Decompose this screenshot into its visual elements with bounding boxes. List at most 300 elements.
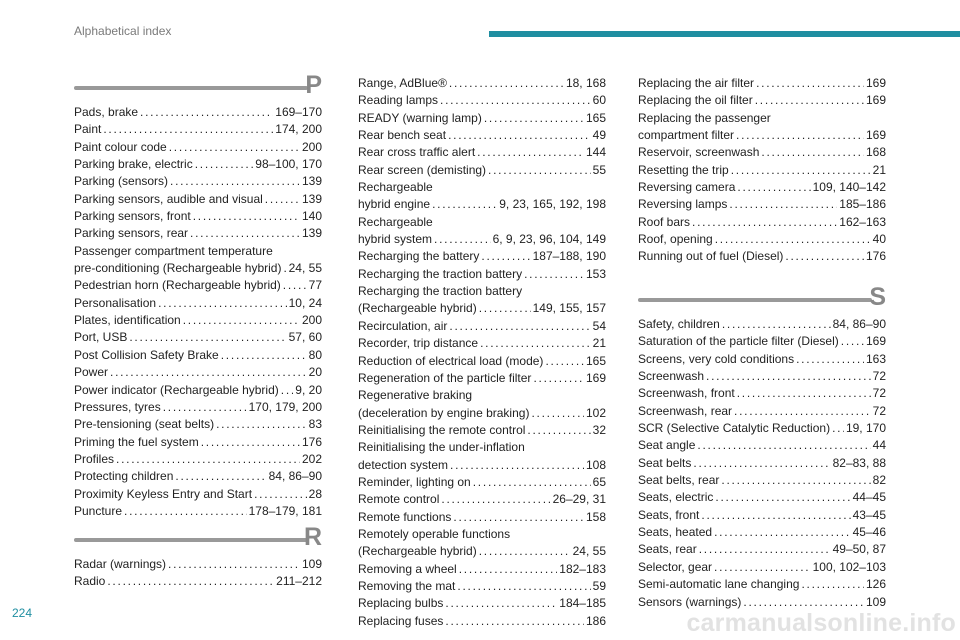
entry-term: Reinitialising the under-inflation: [358, 440, 525, 455]
entry-pages: 176: [865, 249, 886, 264]
index-entry: [74, 468, 322, 485]
entry-pages: 162–163: [839, 214, 886, 229]
dot-leader: [527, 422, 590, 439]
index-entry: [358, 75, 606, 92]
index-entry: [638, 385, 886, 402]
entry-term: Post Collision Safety Brake: [74, 347, 219, 362]
dot-leader: [254, 486, 307, 503]
entry-list: [74, 556, 322, 591]
dot-leader: [693, 455, 830, 472]
index-entry: [638, 248, 886, 265]
index-entry: [74, 312, 322, 329]
index-entry: [638, 472, 886, 489]
index-entry: [74, 208, 322, 225]
entry-term: Paint: [74, 122, 102, 137]
entry-term: Pads, brake: [74, 105, 139, 119]
dot-leader: [729, 196, 837, 213]
entry-pages: 45–46: [852, 525, 886, 540]
entry-term: Rear cross traffic alert: [358, 145, 476, 160]
entry-term: Reservoir, screenwash: [638, 145, 760, 160]
entry-pages: 24, 55: [572, 544, 606, 559]
entry-pages: 49–50, 87: [832, 542, 886, 557]
dot-leader: [107, 573, 274, 590]
entry-pages: 26–29, 31: [552, 492, 606, 507]
index-entry: [358, 353, 606, 370]
dot-leader: [722, 316, 831, 333]
entry-pages: 165: [585, 353, 606, 368]
index-entry: [638, 368, 886, 385]
entry-pages: 174, 200: [275, 122, 322, 137]
entry-pages: 169–170: [275, 105, 322, 119]
dot-leader: [714, 559, 811, 576]
dot-leader: [841, 333, 864, 350]
entry-pages: 40: [872, 232, 886, 247]
entry-pages: 49: [592, 128, 606, 143]
index-entry: [358, 543, 606, 560]
entry-pages: 21: [592, 336, 606, 351]
entry-pages: 176: [301, 434, 322, 449]
index-entry: [74, 399, 322, 416]
entry-pages: 153: [585, 266, 606, 281]
dot-leader: [195, 156, 254, 173]
index-entry: [638, 437, 886, 454]
dot-leader: [832, 420, 844, 437]
entry-term: Recharging the traction battery: [358, 284, 523, 299]
entry-term: Parking (sensors): [74, 174, 169, 189]
index-entry: [358, 248, 606, 265]
entry-term: Reversing camera: [638, 180, 736, 195]
entry-term: Regeneration of the particle filter: [358, 370, 532, 385]
index-entry: [638, 455, 886, 472]
index-entry: [74, 139, 322, 156]
index-entry: [638, 196, 886, 213]
entry-term: (Rechargeable hybrid): [358, 544, 477, 559]
dot-leader: [801, 576, 864, 593]
entry-pages: 182–183: [559, 561, 606, 576]
index-entry: [74, 573, 322, 590]
entry-pages: 84, 86–90: [832, 317, 886, 331]
entry-term: Seats, heated: [638, 525, 713, 540]
entry-pages: 108: [585, 457, 606, 472]
entry-term: Port, USB: [74, 330, 128, 345]
entry-pages: 32: [592, 422, 606, 437]
index-entry: [358, 300, 606, 317]
dot-leader: [158, 295, 287, 312]
dot-leader: [479, 300, 531, 317]
entry-term: Proximity Keyless Entry and Start: [74, 486, 253, 501]
entry-term: Replacing fuses: [358, 613, 444, 628]
entry-term: Replacing the passenger: [638, 110, 771, 125]
dot-leader: [715, 231, 871, 248]
dot-leader: [457, 578, 590, 595]
entry-term: Pre-tensioning (seat belts): [74, 417, 215, 432]
index-entry: [74, 277, 322, 294]
dot-leader: [201, 434, 300, 451]
index-entry: [74, 173, 322, 190]
entry-pages: 169: [585, 370, 606, 385]
index-entry: [358, 162, 606, 179]
index-entry: [358, 179, 606, 196]
entry-pages: 28: [308, 486, 322, 501]
dot-leader: [448, 127, 591, 144]
dot-leader: [545, 353, 584, 370]
entry-pages: 185–186: [839, 197, 886, 212]
index-entry: [358, 474, 606, 491]
entry-pages: 43–45: [852, 507, 886, 522]
index-entry: [638, 179, 886, 196]
index-entry: [74, 382, 322, 399]
index-entry: [358, 613, 606, 630]
index-entry: [638, 541, 886, 558]
entry-term: Seats, electric: [638, 490, 714, 505]
index-entry: [74, 121, 322, 138]
entry-pages: 72: [872, 369, 886, 384]
entry-term: Reinitialising the remote control: [358, 422, 526, 437]
entry-term: (Rechargeable hybrid): [358, 301, 477, 316]
entry-term: Seats, rear: [638, 542, 697, 557]
entry-term: Seats, front: [638, 507, 700, 522]
entry-pages: 9, 20: [295, 382, 322, 397]
index-entry: [638, 144, 886, 161]
entry-term: Screens, very cold conditions: [638, 351, 795, 366]
entry-pages: 83: [308, 417, 322, 432]
dot-leader: [265, 191, 300, 208]
index-entry: [74, 156, 322, 173]
entry-pages: 20: [308, 365, 322, 380]
dot-leader: [699, 541, 831, 558]
header-accent-bar: [489, 31, 960, 37]
entry-term: Recharging the battery: [358, 249, 480, 264]
entry-pages: 21: [872, 162, 886, 177]
dot-leader: [484, 110, 584, 127]
dot-leader: [706, 368, 871, 385]
dot-leader: [281, 382, 294, 399]
index-entry: [638, 420, 886, 437]
dot-leader: [737, 179, 810, 196]
entry-term: Sensors (warnings): [638, 594, 742, 609]
entry-term: pre-conditioning (Rechargeable hybrid): [74, 261, 282, 276]
dot-leader: [721, 472, 870, 489]
index-entry: [638, 162, 886, 179]
index-entry: [358, 578, 606, 595]
dot-leader: [283, 277, 307, 294]
dot-leader: [440, 92, 591, 109]
entry-pages: 109: [301, 557, 322, 571]
index-entry: [74, 486, 322, 503]
entry-term: Replacing bulbs: [358, 596, 444, 611]
dot-leader: [756, 75, 864, 92]
index-entry: [358, 196, 606, 213]
index-entry: [638, 75, 886, 92]
index-entry: [74, 347, 322, 364]
entry-pages: 139: [301, 174, 322, 189]
entry-term: Profiles: [74, 451, 115, 466]
entry-pages: 44: [872, 438, 886, 453]
index-entry: [74, 556, 322, 573]
entry-pages: 6, 9, 23, 96, 104, 149: [492, 232, 606, 247]
entry-list: [638, 75, 886, 266]
entry-list: [74, 104, 322, 520]
entry-term: Rechargeable: [358, 180, 433, 195]
entry-pages: 44–45: [852, 490, 886, 505]
dot-leader: [216, 416, 307, 433]
entry-term: Replacing the air filter: [638, 76, 755, 90]
entry-pages: 170, 179, 200: [248, 399, 322, 414]
entry-pages: 10, 24: [288, 295, 322, 310]
index-entry: [358, 405, 606, 422]
dot-leader: [441, 491, 550, 508]
dot-leader: [124, 503, 247, 520]
index-entry: [358, 457, 606, 474]
dot-leader: [221, 347, 307, 364]
section-letter: P: [305, 71, 322, 99]
entry-term: Protecting children: [74, 469, 174, 484]
entry-pages: 169: [865, 128, 886, 143]
entry-pages: 82–83, 88: [832, 455, 886, 470]
entry-pages: 186: [585, 613, 606, 628]
dot-leader: [477, 144, 584, 161]
index-entry: [74, 225, 322, 242]
index-entry: [74, 416, 322, 433]
entry-term: Parking sensors, audible and visual: [74, 191, 263, 206]
dot-leader: [169, 139, 300, 156]
entry-pages: 168: [865, 145, 886, 160]
index-entry: [358, 491, 606, 508]
entry-pages: 178–179, 181: [248, 503, 322, 518]
index-entry: [638, 214, 886, 231]
entry-pages: 102: [585, 405, 606, 420]
index-entry: [638, 351, 886, 368]
index-entry: [358, 214, 606, 231]
entry-term: Seat belts: [638, 455, 692, 470]
entry-pages: 187–188, 190: [532, 249, 606, 264]
entry-term: Removing a wheel: [358, 561, 457, 576]
entry-term: Seat angle: [638, 438, 696, 453]
index-entry: [358, 144, 606, 161]
dot-leader: [434, 231, 491, 248]
index-entry: [74, 191, 322, 208]
dot-leader: [283, 260, 286, 277]
entry-pages: 200: [301, 139, 322, 154]
entry-pages: 98–100, 170: [255, 157, 322, 172]
entry-term: Roof bars: [638, 214, 691, 229]
entry-pages: 24, 55: [288, 261, 322, 276]
entry-term: Passenger compartment temperature: [74, 243, 273, 258]
dot-leader: [459, 561, 558, 578]
entry-term: Range, AdBlue®: [358, 76, 447, 90]
entry-term: Parking sensors, front: [74, 209, 191, 224]
entry-term: Puncture: [74, 503, 123, 518]
entry-term: Safety, children: [638, 317, 720, 331]
entry-pages: 60: [592, 93, 606, 108]
dot-leader: [175, 468, 266, 485]
section-rule: [74, 86, 308, 90]
index-entry: [638, 559, 886, 576]
entry-term: Resetting the trip: [638, 162, 729, 177]
dot-leader: [796, 351, 864, 368]
index-entry: [74, 329, 322, 346]
entry-term: Replacing the oil filter: [638, 93, 753, 108]
index-entry: [74, 503, 322, 520]
section-letter: R: [303, 523, 322, 551]
entry-pages: 184–185: [559, 596, 606, 611]
dot-leader: [755, 92, 864, 109]
dot-leader: [129, 329, 286, 346]
entry-pages: 77: [308, 278, 322, 293]
entry-term: Reversing lamps: [638, 197, 728, 212]
entry-term: Remote control: [358, 492, 440, 507]
section-letter: S: [869, 283, 886, 311]
entry-term: SCR (Selective Catalytic Reduction): [638, 421, 831, 436]
dot-leader: [785, 248, 864, 265]
entry-term: Recharging the traction battery: [358, 266, 523, 281]
entry-term: hybrid system: [358, 232, 433, 247]
dot-leader: [479, 543, 571, 560]
entry-term: Priming the fuel system: [74, 434, 199, 449]
dot-leader: [697, 437, 870, 454]
dot-leader: [193, 208, 300, 225]
entry-pages: 126: [865, 577, 886, 592]
entry-pages: 55: [592, 162, 606, 177]
dot-leader: [453, 509, 584, 526]
index-entry: [638, 127, 886, 144]
index-entry: [358, 266, 606, 283]
dot-leader: [103, 121, 273, 138]
entry-term: Selector, gear: [638, 559, 713, 574]
entry-pages: 9, 23, 165, 192, 198: [499, 197, 606, 212]
index-entry: [638, 316, 886, 333]
index-entry: [74, 104, 322, 121]
dot-leader: [715, 489, 850, 506]
index-entry: [358, 127, 606, 144]
entry-term: Personalisation: [74, 295, 157, 310]
index-entry: [74, 260, 322, 277]
entry-pages: 202: [301, 451, 322, 466]
entry-pages: 165: [585, 110, 606, 125]
index-entry: [358, 370, 606, 387]
entry-pages: 80: [308, 347, 322, 362]
entry-term: Pedestrian horn (Rechargeable hybrid): [74, 278, 281, 293]
entry-term: Screenwash: [638, 369, 705, 384]
entry-pages: 59: [592, 578, 606, 593]
dot-leader: [734, 403, 871, 420]
entry-term: Power indicator (Rechargeable hybrid): [74, 382, 279, 397]
index-entry: [638, 110, 886, 127]
entry-term: Regenerative braking: [358, 388, 473, 403]
dot-leader: [524, 266, 584, 283]
entry-pages: 158: [585, 509, 606, 524]
dot-leader: [110, 364, 307, 381]
dot-leader: [163, 399, 247, 416]
entry-pages: 169: [865, 76, 886, 90]
entry-term: hybrid engine: [358, 197, 431, 212]
entry-list: [638, 316, 886, 611]
dot-leader: [488, 162, 591, 179]
index-entry: [74, 295, 322, 312]
entry-pages: 211–212: [276, 574, 322, 589]
dot-leader: [736, 127, 864, 144]
index-entry: [358, 422, 606, 439]
entry-term: Semi-automatic lane changing: [638, 577, 800, 592]
index-entry: [74, 364, 322, 381]
watermark: carmanualsonline.info: [686, 609, 956, 637]
entry-term: Plates, identification: [74, 313, 181, 328]
dot-leader: [449, 75, 564, 92]
index-entry: [358, 526, 606, 543]
entry-pages: 140: [301, 209, 322, 224]
index-entry: [358, 110, 606, 127]
entry-term: Running out of fuel (Diesel): [638, 249, 784, 264]
section-rule: [74, 538, 308, 542]
index-entry: [358, 283, 606, 300]
entry-term: Roof, opening: [638, 232, 713, 247]
index-entry: [358, 439, 606, 456]
dot-leader: [116, 451, 300, 468]
dot-leader: [473, 474, 591, 491]
dot-leader: [140, 104, 273, 121]
entry-pages: 144: [585, 145, 606, 160]
dot-leader: [701, 507, 850, 524]
entry-pages: 65: [592, 474, 606, 489]
index-entry: [358, 335, 606, 352]
index-entry: [358, 387, 606, 404]
entry-term: Rear bench seat: [358, 128, 447, 143]
entry-term: (deceleration by engine braking): [358, 405, 530, 420]
entry-term: Reminder, lighting on: [358, 474, 471, 489]
index-entry: [358, 318, 606, 335]
index-entry: [638, 524, 886, 541]
dot-leader: [533, 370, 584, 387]
entry-term: Rear screen (demisting): [358, 162, 487, 177]
entry-term: Screenwash, front: [638, 386, 735, 401]
entry-term: Parking sensors, rear: [74, 226, 189, 241]
index-entry: [638, 576, 886, 593]
entry-pages: 57, 60: [288, 330, 322, 345]
entry-pages: 163: [865, 351, 886, 366]
entry-pages: 109, 140–142: [812, 180, 886, 195]
entry-pages: 100, 102–103: [812, 559, 886, 574]
entry-term: Removing the mat: [358, 578, 456, 593]
index-entry: [638, 333, 886, 350]
entry-term: Reading lamps: [358, 93, 439, 108]
entry-pages: 169: [865, 334, 886, 349]
dot-leader: [190, 225, 300, 242]
entry-pages: 82: [872, 473, 886, 488]
index-entry: [358, 561, 606, 578]
dot-leader: [692, 214, 837, 231]
dot-leader: [731, 162, 871, 179]
index-entry: [74, 434, 322, 451]
entry-term: Recorder, trip distance: [358, 336, 479, 351]
entry-pages: 169: [865, 93, 886, 108]
entry-pages: 72: [872, 403, 886, 418]
dot-leader: [737, 385, 871, 402]
entry-pages: 72: [872, 386, 886, 401]
entry-term: compartment filter: [638, 128, 735, 143]
entry-list: [358, 75, 606, 630]
entry-pages: 18, 168: [565, 76, 606, 90]
entry-pages: 109: [865, 594, 886, 609]
dot-leader: [481, 248, 530, 265]
dot-leader: [480, 335, 591, 352]
entry-term: Radar (warnings): [74, 557, 167, 571]
entry-term: Paint colour code: [74, 139, 167, 154]
index-entry: [358, 231, 606, 248]
entry-pages: 200: [301, 313, 322, 328]
entry-term: Remote functions: [358, 509, 452, 524]
page-number: 224: [12, 606, 33, 620]
entry-term: Recirculation, air: [358, 318, 448, 333]
